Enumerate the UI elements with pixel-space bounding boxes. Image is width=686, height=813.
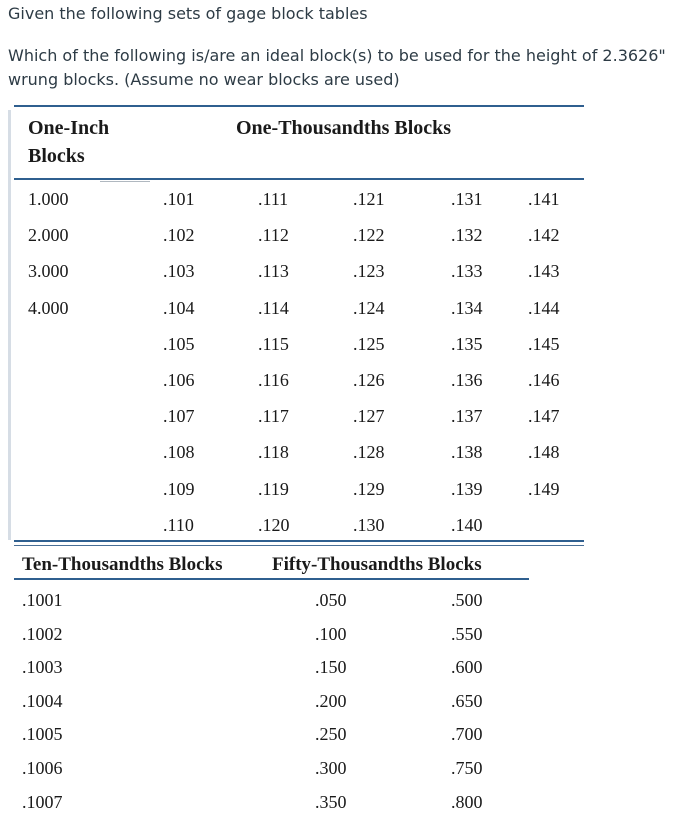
ten-thousandths-block: .1007 [22,792,63,812]
thousandths-block: .111 [258,189,289,209]
thousandths-block: .101 [163,189,195,209]
thousandths-block: .126 [353,370,385,390]
thousandths-block: .121 [353,189,385,209]
fifty-thousandths-block: .300 [315,758,347,778]
thousandths-block: .115 [258,334,289,354]
table1-top-rule [14,105,584,107]
thousandths-block: .125 [353,334,385,354]
thousandths-block: .123 [353,261,385,281]
thousandths-block: .118 [258,442,289,462]
fifty-thousandths-block: .750 [451,758,483,778]
fifty-thousandths-block: .150 [315,657,347,677]
fifty-thousandths-block: .200 [315,691,347,711]
table1-header-rule [14,178,584,180]
thousandths-block: .127 [353,406,385,426]
thousandths-block: .110 [163,515,194,535]
thousandths-block: .144 [528,298,560,318]
thousandths-block: .133 [451,261,483,281]
thousandths-block: .128 [353,442,385,462]
thousandths-block: .108 [163,442,195,462]
one-inch-block: 3.000 [28,261,69,281]
thousandths-block: .140 [451,515,483,535]
thousandths-block: .137 [451,406,483,426]
thousandths-block: .104 [163,298,195,318]
fifty-thousandths-block: .800 [451,792,483,812]
question-intro: Given the following sets of gage block tables [8,4,368,23]
one-inch-block: 2.000 [28,225,69,245]
fifty-thousandths-block: .550 [451,624,483,644]
thousandths-block: .139 [451,479,483,499]
thousandths-block: .103 [163,261,195,281]
thousandths-block: .134 [451,298,483,318]
thousandths-block: .102 [163,225,195,245]
thousandths-block: .107 [163,406,195,426]
thousandths-block: .130 [353,515,385,535]
thousandths-block: .129 [353,479,385,499]
ten-thousandths-block: .1002 [22,624,63,644]
thousandths-block: .142 [528,225,560,245]
fifty-thousandths-block: .250 [315,724,347,744]
fifty-thousandths-block: .050 [315,590,347,610]
thousandths-block: .143 [528,261,560,281]
thousandths-block: .122 [353,225,385,245]
header-fifty-thousandths: Fifty-Thousandths Blocks [272,554,482,575]
thousandths-block: .132 [451,225,483,245]
fifty-thousandths-block: .500 [451,590,483,610]
thousandths-block: .135 [451,334,483,354]
ten-thousandths-block: .1004 [22,691,63,711]
one-inch-block: 1.000 [28,189,69,209]
ten-thousandths-block: .1003 [22,657,63,677]
thousandths-block: .112 [258,225,289,245]
ten-thousandths-block: .1001 [22,590,63,610]
header-ten-thousandths: Ten-Thousandths Blocks [22,554,223,575]
table-left-border [8,110,11,540]
header-one-inch-line1: One-Inch [28,117,110,139]
thousandths-block: .146 [528,370,560,390]
thousandths-block: .147 [528,406,560,426]
thousandths-block: .105 [163,334,195,354]
thousandths-block: .120 [258,515,290,535]
thousandths-block: .148 [528,442,560,462]
thousandths-block: .131 [451,189,483,209]
table1-header-subrule [100,181,150,182]
thousandths-block: .149 [528,479,560,499]
thousandths-block: .106 [163,370,195,390]
table2-top-subrule [14,545,584,546]
fifty-thousandths-block: .650 [451,691,483,711]
thousandths-block: .141 [528,189,560,209]
thousandths-block: .124 [353,298,385,318]
thousandths-block: .138 [451,442,483,462]
table2-top-rule [14,540,584,542]
thousandths-block: .116 [258,370,289,390]
header-thousandths: One-Thousandths Blocks [236,117,452,139]
ten-thousandths-block: .1006 [22,758,63,778]
fifty-thousandths-block: .600 [451,657,483,677]
thousandths-block: .145 [528,334,560,354]
thousandths-block: .119 [258,479,289,499]
ten-thousandths-block: .1005 [22,724,63,744]
thousandths-block: .136 [451,370,483,390]
thousandths-block: .109 [163,479,195,499]
thousandths-block: .117 [258,406,289,426]
header-one-inch-line2: Blocks [28,145,85,167]
fifty-thousandths-block: .350 [315,792,347,812]
thousandths-block: .114 [258,298,289,318]
fifty-thousandths-block: .100 [315,624,347,644]
fifty-thousandths-block: .700 [451,724,483,744]
one-inch-block: 4.000 [28,298,69,318]
question-text: Which of the following is/are an ideal block(s) to be used for the height of 2.3626" wrung blocks. (Assume no wear blocks are used) [8,46,666,89]
thousandths-block: .113 [258,261,289,281]
